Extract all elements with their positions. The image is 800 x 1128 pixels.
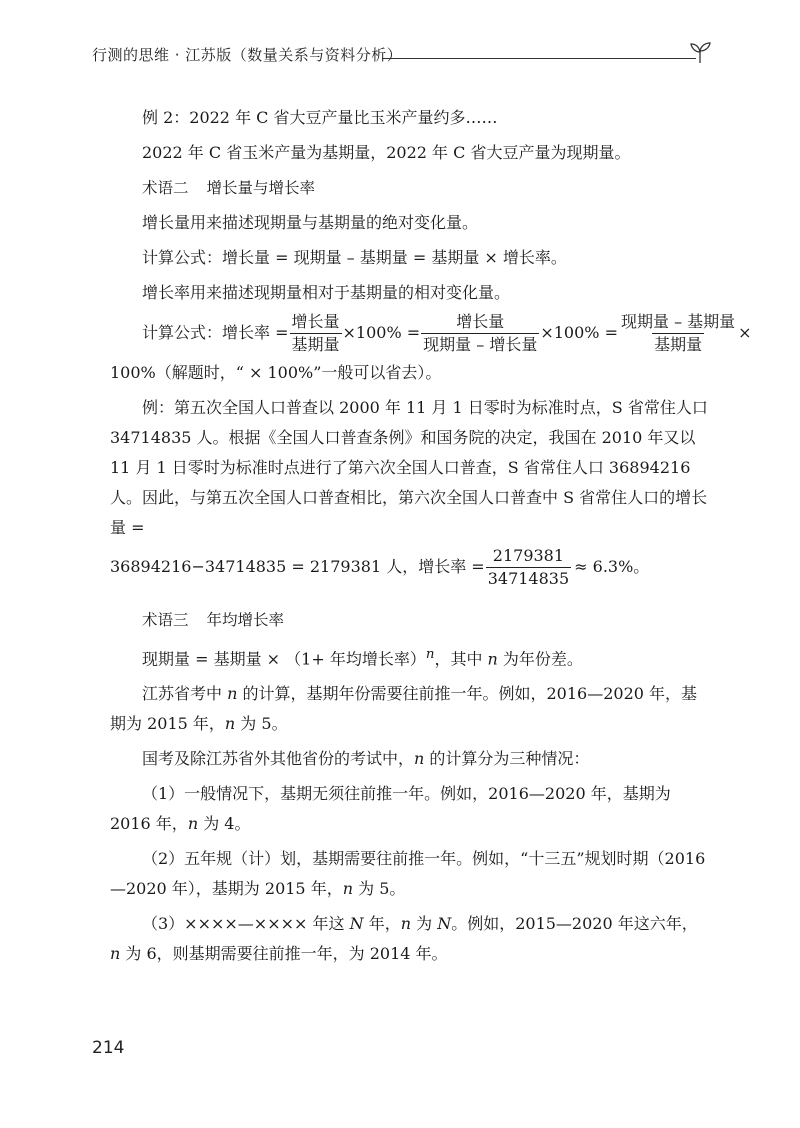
example-2-answer: 2022 年 C 省玉米产量为基期量，2022 年 C 省大豆产量为现期量。 (142, 143, 631, 162)
gk-text-a: 国考及除江苏省外其他省份的考试中， (142, 749, 415, 769)
calculation-result: ≈ 6.3%。 (574, 557, 650, 576)
avg-text-a: 现期量 = 基期量 × （1+ 年均增长率） (142, 649, 426, 669)
growth-rate-definition: 增长率用来描述现期量相对于基期量的相对变化量。 (142, 283, 511, 302)
avg-exponent: n (425, 647, 435, 662)
gk-variable: n (414, 749, 425, 769)
js-text-c: 为 5。 (235, 714, 288, 734)
case-3-text-c: 为 (411, 914, 438, 934)
case-1-text-a: （1）一般情况下，基期无须往前推一年。例如，2016—2020 年，基期为 2016 年， (110, 784, 671, 834)
case-3-variable-1: N (349, 914, 364, 934)
fraction-3-denominator: 基期量 (654, 334, 703, 354)
js-variable-1: n (227, 684, 238, 704)
fraction-3 (619, 312, 737, 355)
fraction-2 (421, 312, 539, 355)
times-100-percent-2: ×100% = (540, 323, 618, 342)
page-number: 214 (92, 1038, 125, 1058)
avg-text-b: ，其中 (434, 649, 488, 669)
term-2-title: 增长量与增长率 (206, 179, 316, 197)
growth-amount-definition: 增长量用来描述现期量与基期量的绝对变化量。 (142, 213, 479, 232)
fraction-2-denominator: 现期量 – 增长量 (423, 334, 538, 354)
case-2-text-a: （2）五年规（计）划，基期需要往前推一年。例如，“十三五”规划时期（2016—2020 年），基期为 2015 年， (110, 849, 706, 899)
times-100-percent-1: ×100% = (342, 323, 421, 342)
js-text-b: 的计算，基期年份需要往前推一年。例如，2016—2020 年，基期为 2015 年， (110, 684, 698, 734)
case-2 (110, 844, 708, 904)
calculation-denominator: 34714835 (487, 568, 570, 588)
header-rule (382, 58, 696, 59)
term-2-label: 术语二 (142, 179, 189, 197)
js-variable-2: n (224, 714, 236, 734)
case-2-variable: n (342, 879, 354, 899)
population-calculation (110, 543, 708, 591)
term-3-label: 术语三 (142, 611, 189, 629)
fraction-1-denominator: 基期量 (291, 334, 340, 354)
running-header-title: 行测的思维 · 江苏版（数量关系与资料分析） (92, 46, 403, 64)
term-3-heading (110, 605, 708, 635)
example-2-question: 例 2：2022 年 C 省大豆产量比玉米产量约多…… (142, 108, 498, 127)
calculation-prefix: 36894216−34714835 = 2179381 人，增长率 = (110, 557, 485, 576)
case-1-variable: n (187, 814, 199, 834)
case-3-text-b: 年， (363, 914, 401, 934)
fraction-1-numerator: 增长量 (291, 311, 340, 331)
case-3 (110, 909, 708, 969)
fraction-2-numerator: 增长量 (456, 311, 505, 331)
case-3-variable-2: n (400, 914, 412, 934)
times-sign: × (738, 323, 752, 342)
average-growth-formula (110, 640, 708, 674)
fraction-1 (290, 312, 342, 355)
case-3-text-a: （3）××××—×××× 年这 (142, 914, 350, 934)
jiangsu-rule (110, 679, 708, 739)
fraction-3-numerator: 现期量 – 基期量 (620, 311, 736, 331)
growth-amount-formula: 计算公式：增长量 = 现期量 – 基期量 = 基期量 × 增长率。 (142, 248, 567, 267)
case-3-text-d: 。例如，2015—2020 年这六年， (451, 914, 698, 934)
avg-text-c: 为年份差。 (497, 649, 583, 669)
national-exam-rule (110, 744, 708, 774)
case-3-variable-3: N (437, 914, 452, 934)
case-1 (110, 779, 708, 839)
gk-text-b: 的计算分为三种情况： (424, 749, 590, 769)
js-text-a: 江苏省考中 (142, 684, 228, 704)
page-header (92, 40, 712, 70)
avg-variable: n (487, 649, 498, 669)
growth-rate-formula (110, 308, 752, 358)
term-3-title: 年均增长率 (206, 611, 285, 629)
case-3-text-e: 为 6，则基期需要往前推一年，为 2014 年。 (120, 944, 448, 964)
calculation-numerator: 2179381 (492, 545, 565, 565)
term-2-heading (110, 173, 708, 203)
formula-prefix: 计算公式：增长率 = (142, 323, 289, 342)
population-example: 例：第五次全国人口普查以 2000 年 11 月 1 日零时为标准时点，S 省常住人口 34714835 人。根据《全国人口普查条例》和国务院的决定，我国在 2010 年又以 11 月 1 日零时为标准时点进行了第六次全国人口普查，S 省常住人口 36894216 人。因此，与第五次全国人口普查相比，第六次全国人口普查中 S 省常住人口的增长量 = (110, 398, 708, 537)
page-body (110, 103, 752, 969)
case-3-variable-4: n (110, 944, 121, 964)
sprout-icon (688, 40, 712, 64)
case-1-text-b: 为 4。 (198, 814, 251, 834)
case-2-text-b: 为 5。 (353, 879, 406, 899)
growth-rate-note: 100%（解题时，“ × 100%”一般可以省去）。 (110, 363, 442, 382)
calculation-fraction (486, 546, 571, 589)
